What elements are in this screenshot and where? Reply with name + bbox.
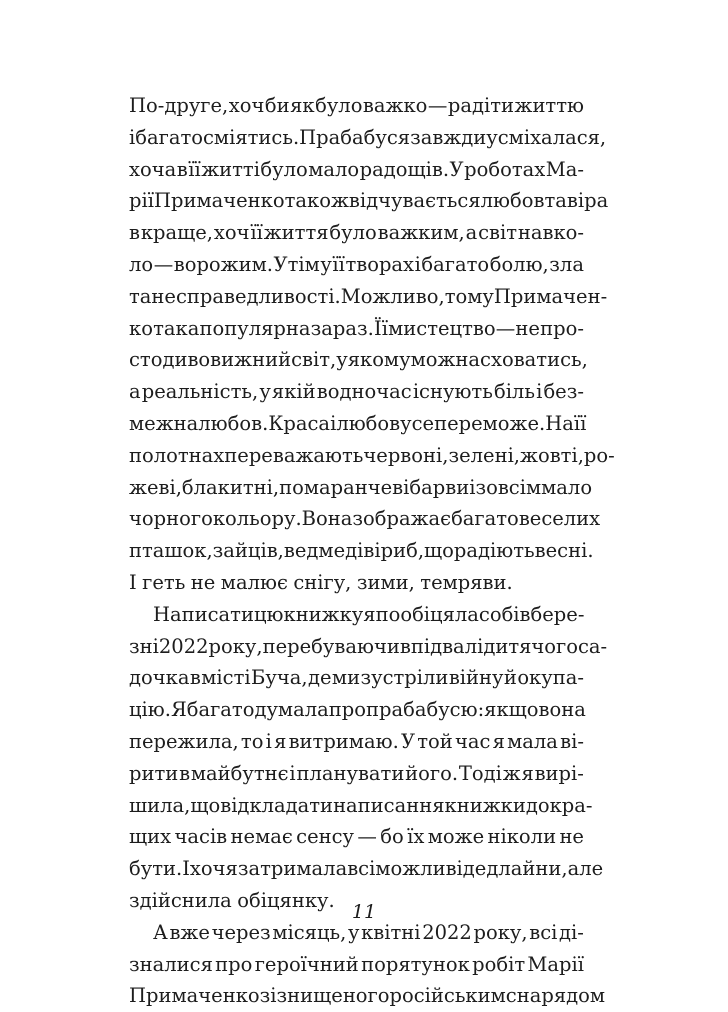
- text-line: шила, що відкладати написання книжки до кра-: [129, 793, 593, 817]
- text-line: пташок, зайців, ведмедів і риб, що радіють весні.: [129, 539, 594, 563]
- text-line: зналися про героїчний порятунок робіт Марії: [129, 952, 584, 976]
- text-line: дочка в місті Буча, де ми зустріли війну й окупа-: [129, 666, 584, 690]
- text-line: пережила, то і я витримаю. У той час я мала ві-: [129, 729, 584, 753]
- text-line: ло — ворожим. Утім у її творах і багато болю, зла: [129, 252, 584, 276]
- text-line: та несправедливості. Можливо, тому Примачен-: [129, 284, 608, 308]
- text-line: межна любов. Краса і любов усе переможе. На її: [129, 411, 587, 435]
- text-line: По-друге, хоч би як було важко — радіти життю: [129, 94, 584, 117]
- text-line: бути. І хоч я затримала всі можливі дедлайни, але: [129, 857, 604, 881]
- text-line: щих часів немає сенсу — бо їх може ніколи не: [129, 825, 584, 849]
- text-line: цію. Я багато думала про прабабусю: якщо вона: [129, 698, 586, 722]
- text-line: чорного кольору. Вона зображає багато веселих: [129, 507, 601, 531]
- text-line: в краще, хоч її життя було важким, а світ навко-: [129, 221, 584, 245]
- text-line: рити в майбутнє і планувати його. Тоді ж я вирі-: [129, 761, 584, 785]
- text-line: хоча в її житті було мало радощів. У роботах Ма-: [129, 157, 584, 181]
- text-line: здійснила обіцянку.: [129, 888, 335, 912]
- text-line: А вже через місяць, у квітні 2022 року, всі ді-: [153, 920, 584, 944]
- text-line: і багато сміятись. Прабабуся завжди усміхалася,: [129, 125, 607, 149]
- text-line: І геть не малює снігу, зими, темряви.: [129, 570, 513, 594]
- text-line: сто дивовижний світ, у якому можна сховатись,: [129, 348, 588, 372]
- text-line: ко така популярна зараз. Її мистецтво — не про-: [129, 316, 584, 340]
- text-line: рії Примаченко також відчувається любов та віра: [129, 189, 609, 213]
- text-line: а реальність, у якій водночас існують біль і без-: [129, 380, 584, 404]
- text-line: полотнах переважають червоні, зелені, жовті, ро-: [129, 443, 615, 467]
- body-text: [129, 90, 615, 1012]
- text-line: Примаченко зі знищеного російським снарядом: [129, 984, 606, 1008]
- text-line: жеві, блакитні, помаранчеві барви і зовсім мало: [129, 475, 593, 499]
- page-number: 11: [351, 901, 377, 923]
- text-line: Написати цю книжку я пообіцяла собі в бере-: [153, 602, 585, 626]
- text-line: зні 2022 року, перебуваючи в підвалі дитячого са-: [129, 634, 608, 658]
